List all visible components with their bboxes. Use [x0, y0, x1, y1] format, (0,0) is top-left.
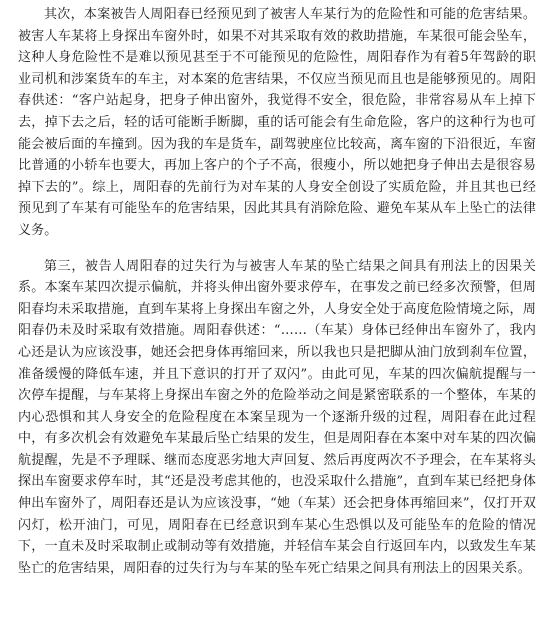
paragraph-foreseeability: 其次，本案被告人周阳春已经预见到了被害人车某行为的危险性和可能的危害结果。被害人车某将上身探出车窗外时，如果不对其采取有效的救助措施，车某很可能会坠车，这种人身危险性不是难以预见甚至于不可能预见的危险性，周阳春作为有着5年驾龄的职业司机和涉案货车的车主，对本案的危害结果，不仅应当预见而且也是能够预见的。周阳春供述：“客户站起身，把身子伸出窗外，我觉得不安全，很危险，非常容易从车上掉下去，掉下去之后，轻的话可能断手断脚，重的话可能会有生命危险，客户的这种行为也可能会被后面的车撞到。因为我的车是货车，副驾驶座位比较高，离车窗的下沿很近，车窗比普通的小轿车也要大，再加上客户的个子不高，很瘦小，所以她把身子伸出去是很容易掉下去的”。综上，周阳春的先前行为对车某的人身安全创设了实质危险，并且其也已经预见到了车某有可能坠车的危害结果，因此其具有消除危险、避免车某从车上坠亡的法律义务。 — [18, 7, 536, 238]
paragraph-causation: 第三，被告人周阳春的过失行为与被害人车某的坠亡结果之间具有刑法上的因果关系。本案车某四次提示偏航，并将头伸出窗外要求停车，在事发之前已经多次预警，但周阳春均未采取措施，直到车某将上身探出车窗之外，人身安全处于高度危险情境之际，周阳春仍未及时采取有效措施。周阳春供述：“……（车某）身体已经伸出车窗外了，我内心还是认为应该没事，她还会把身体再缩回来，所以我也只是把脚从油门放到刹车位置，准备缓慢的降低车速，并且下意识的打开了双闪”。由此可见，车某的四次偏航提醒与一次停车提醒，与车某将上身探出车窗之外的危险举动之间是紧密联系的一个整体，车某的内心恐惧和其人身安全的危险程度在本案呈现为一个逐渐升级的过程，周阳春在此过程中，有多次机会有效避免车某最后坠亡结果的发生，但是周阳春在本案中对车某的四次偏航提醒，先是不予理睬、继而态度恶劣地大声回复、然后再度两次不予理会，在车某将头探出车窗要求停车时，其“还是没考虑其他的，也没采取什么措施”，直到车某已经把身体伸出车窗外了，周阳春还是认为应该没事，“她（车某）还会把身体再缩回来”，仅打开双闪灯，松开油门，可见，周阳春在已经意识到车某心生恐惧以及可能坠车的危险的情况下，一直未及时采取制止或制动等有效措施，并轻信车某会自行返回车内，以致发生车某坠亡的危害结果，周阳春的过失行为与车某的坠车死亡结果之间具有刑法上的因果关系。 — [18, 258, 536, 576]
